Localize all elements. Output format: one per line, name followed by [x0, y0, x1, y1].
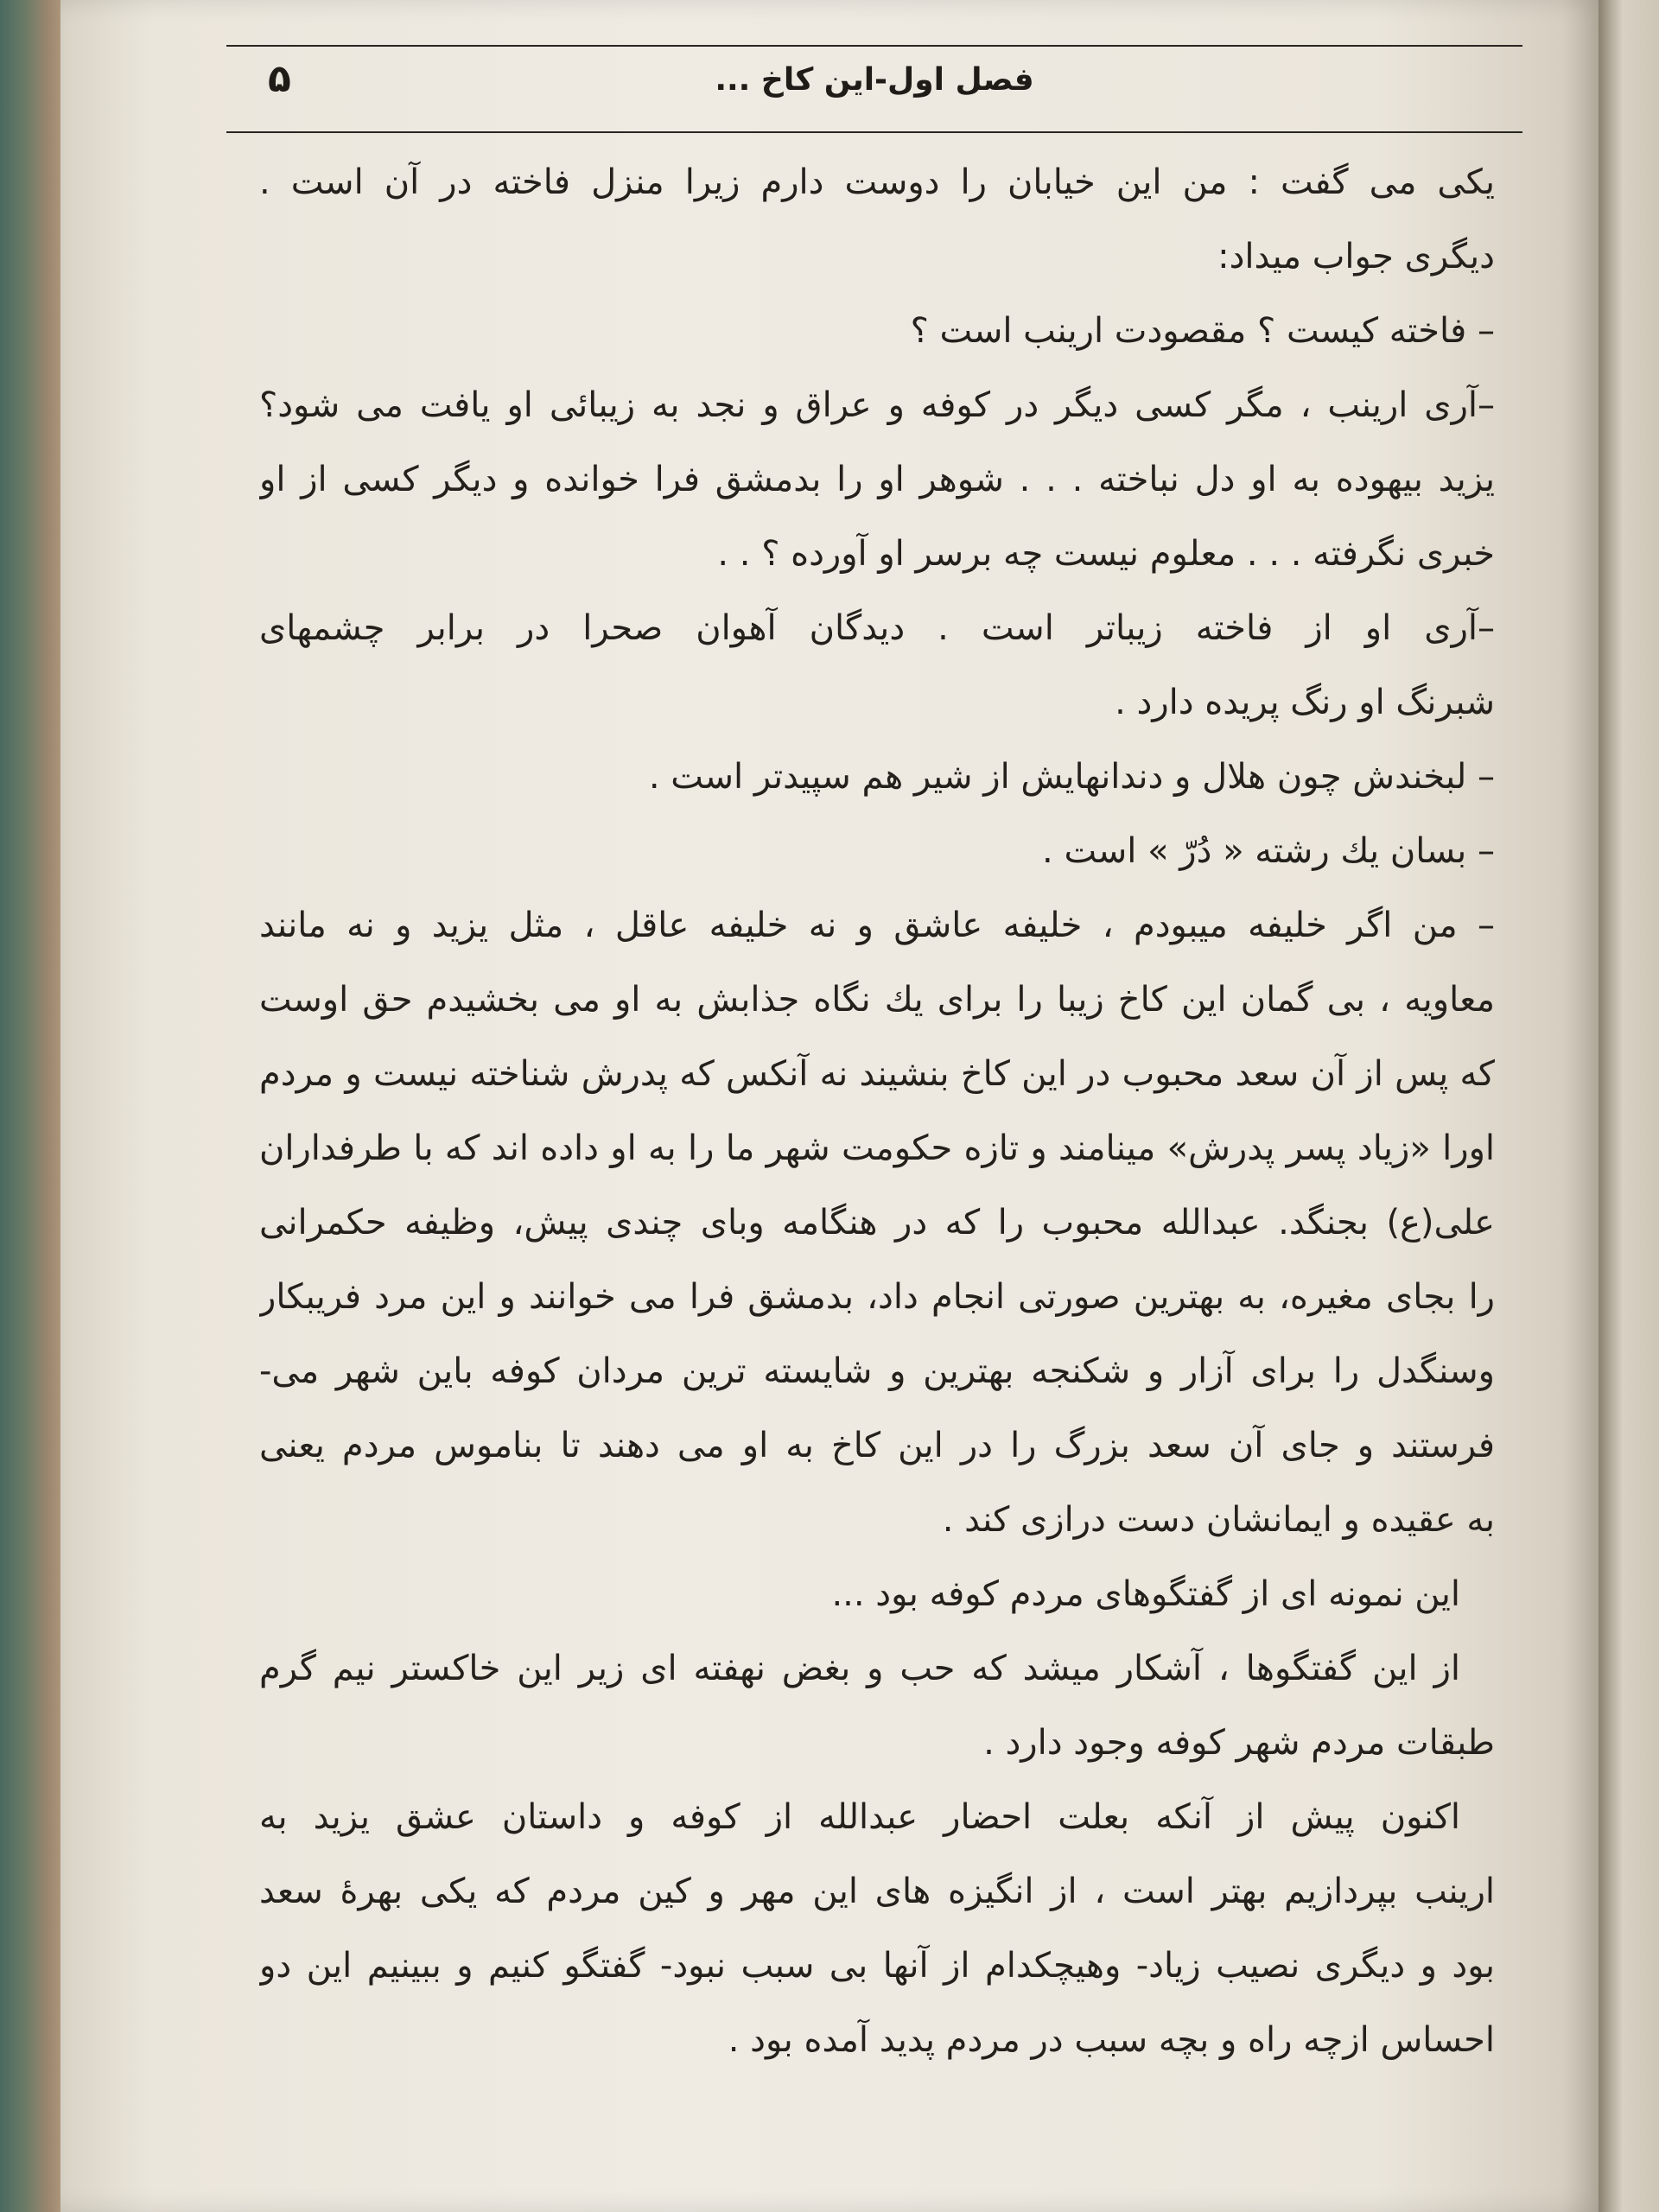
text-line: این نمونه ای از گفتگوهای مردم کوفه بود ... [831, 1574, 1460, 1614]
text-line: – من اگر خلیفه میبودم ، خلیفه عاشق و نه خلیفه عاقل ، مثل یزید و نه مانند [259, 906, 1495, 945]
body-text [259, 145, 1495, 2077]
text-line: یزید بیهوده به او دل نباخته . . . شوهر او را بدمشق فرا خوانده و دیگر کسی از او [259, 460, 1495, 499]
text-line: –آری ارینب ، مگر کسی دیگر در کوفه و عراق و نجد به زیبائی او یافت می شود؟ [259, 385, 1495, 425]
text-line: – فاخته کیست ؟ مقصودت ارینب است ؟ [910, 311, 1495, 351]
running-title: فصل اول-این کاخ ... [715, 62, 1034, 98]
text-line: خبری نگرفته . . . معلوم نیست چه برسر او آورده ؟ . . [717, 534, 1495, 574]
text-line: –آری او از فاخته زیباتر است . دیدگان آهوان صحرا در برابر چشمهای [259, 608, 1495, 648]
text-line: معاویه ، بی گمان این کاخ زیبا را برای یك نگاه جذابش به او می بخشیدم حق اوست [259, 980, 1495, 1020]
text-line: به عقیده و ایمانشان دست درازی کند . [942, 1500, 1495, 1540]
page-number: ۵ [268, 57, 291, 101]
text-line: احساس ازچه راه و بچه سبب در مردم پدید آمده بود . [728, 2020, 1495, 2060]
text-line: ارینب بپردازیم بهتر است ، از انگیزه های این مهر و کین مردم که یکی بهرهٔ سعد [259, 1872, 1495, 1911]
header-top-rule [226, 45, 1522, 47]
text-line: شبرنگ او رنگ پریده دارد . [1115, 683, 1495, 722]
text-line: علی(ع) بجنگد. عبدالله محبوب را که در هنگامه وبای چندی پیش، وظیفه حکمرانی [259, 1203, 1495, 1243]
adjacent-page-edge [1599, 0, 1659, 2212]
text-line: را بجای مغیره، به بهترین صورتی انجام داد، بدمشق فرا می خوانند و این مرد فریبکار [259, 1277, 1495, 1317]
desk-background [0, 0, 69, 2212]
text-line: – بسان یك رشته « دُرّ » است . [1042, 831, 1495, 871]
text-line: اکنون پیش از آنکه بعلت احضار عبدالله از کوفه و داستان عشق یزید به [259, 1797, 1460, 1837]
text-line: دیگری جواب میداد: [1217, 237, 1495, 276]
text-line: وسنگدل را برای آزار و شکنجه بهترین و شایسته ترین مردان کوفه باین شهر می- [259, 1351, 1495, 1391]
text-line: که پس از آن سعد محبوب در این کاخ بنشیند نه آنکس که پدرش شناخته نیست و مردم [259, 1054, 1495, 1094]
page-header [226, 45, 1522, 135]
text-line: اورا «زیاد پسر پدرش» مینامند و تازه حکومت شهر ما را به او داده اند که با طرفداران [259, 1128, 1495, 1168]
text-line: بود و دیگری نصیب زیاد- وهیچکدام از آنها بی سبب نبود- گفتگو کنیم و ببینیم این دو [259, 1946, 1495, 1986]
text-line: فرستند و جای آن سعد بزرگ را در این کاخ به او می دهند تا بناموس مردم یعنی [259, 1426, 1495, 1465]
text-line: – لبخندش چون هلال و دندانهایش از شیر هم سپیدتر است . [648, 757, 1495, 797]
text-line: طبقات مردم شهر کوفه وجود دارد . [983, 1723, 1495, 1763]
text-line: از این گفتگوها ، آشکار میشد که حب و بغض نهفته ای زیر این خاکستر نیم گرم [259, 1649, 1460, 1688]
header-bottom-rule [226, 131, 1522, 133]
text-line: یکی می گفت : من این خیابان را دوست دارم زیرا منزل فاخته در آن است . [259, 162, 1495, 202]
